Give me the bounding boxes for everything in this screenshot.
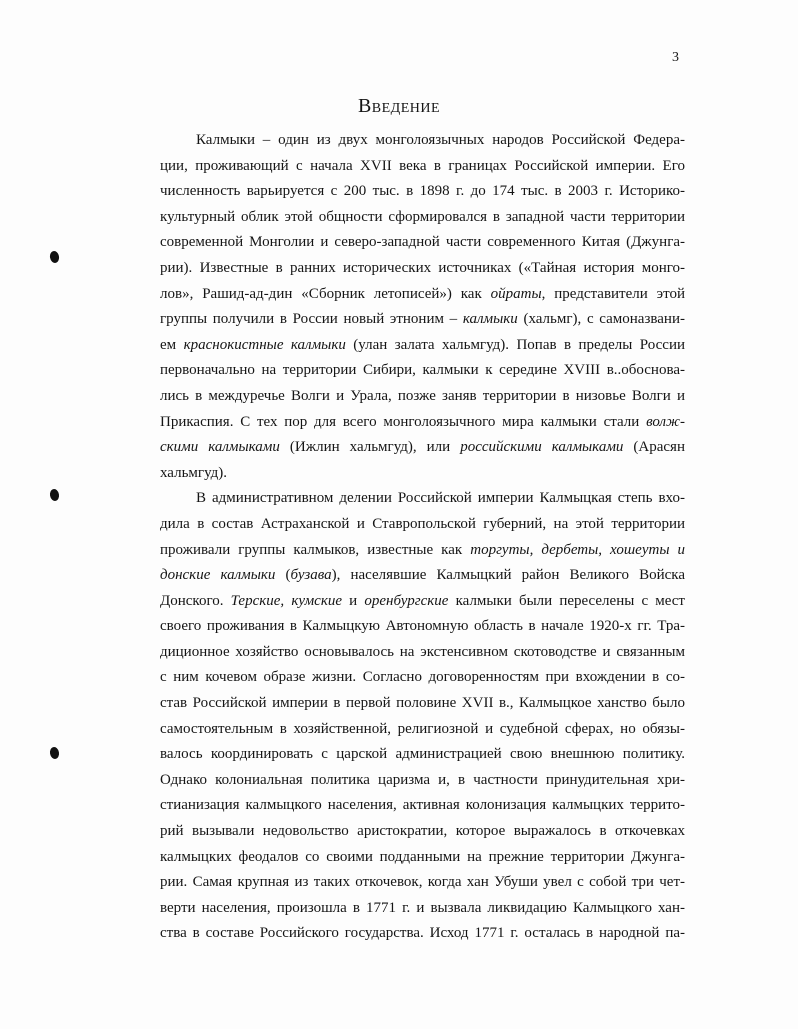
text-run: ( bbox=[275, 567, 291, 584]
text-run: численность варьируется с 200 тыс. в 1898 г. до 174 тыс. в 2003 г. Историко- bbox=[160, 183, 685, 200]
page-number: 3 bbox=[672, 50, 679, 65]
text-run: современной Монголии и северо-западной части современного Китая (Джунга- bbox=[160, 234, 685, 251]
text-line bbox=[160, 538, 685, 564]
text-line bbox=[160, 282, 685, 308]
text-run: ем bbox=[160, 336, 184, 353]
text-line bbox=[160, 230, 685, 256]
text-run: стианизация калмыцкого населения, активная колонизация калмыцких террито- bbox=[160, 797, 685, 814]
page-title: Введение bbox=[357, 95, 441, 117]
text-run: рии. Самая крупная из таких откочевок, когда хан Убуши увел с собой три чет- bbox=[160, 874, 685, 891]
text-line bbox=[160, 819, 685, 845]
italic-term: российскими калмыками bbox=[460, 439, 624, 456]
punch-hole-mark bbox=[49, 746, 60, 759]
text-run: Донского. bbox=[160, 592, 231, 609]
text-run: ), населявшие Калмыцкий район Великого Войска bbox=[331, 567, 685, 584]
text-run: В административном делении Российской империи Калмыцкая степь вхо- bbox=[196, 490, 685, 507]
text-run: лись в междуречье Волги и Урала, позже заняв территории в низовье Волги и bbox=[160, 387, 685, 404]
text-run: валось координировать с царской администрацией свою внешнюю политику. bbox=[160, 746, 685, 763]
text-line bbox=[160, 128, 685, 154]
paragraph bbox=[160, 486, 685, 947]
italic-term: скими калмыками bbox=[160, 439, 280, 456]
text-run: (Арасян bbox=[623, 439, 685, 456]
text-line bbox=[160, 742, 685, 768]
text-run: рий вызывали недовольство аристократии, которое выражалось в откочевках bbox=[160, 823, 685, 840]
text-line bbox=[160, 691, 685, 717]
text-run: (Ижлин хальмгуд), или bbox=[279, 439, 461, 456]
italic-term: Терские, кумские bbox=[230, 592, 343, 609]
italic-term: оренбургские bbox=[364, 592, 449, 609]
text-line bbox=[160, 461, 685, 487]
text-run: первоначально на территории Сибири, калмыки к середине XVIII в..обоснова- bbox=[160, 362, 685, 379]
text-line bbox=[160, 486, 685, 512]
italic-term: бузава bbox=[290, 567, 332, 584]
text-run: лов», Рашид-ад-дин «Сборник летописей») как bbox=[160, 285, 491, 302]
text-run: калмыки были переселены с мест bbox=[448, 592, 685, 609]
text-run: ства в составе Российского государства. Исход 1771 г. осталась в народной па- bbox=[160, 925, 685, 942]
text-line bbox=[160, 845, 685, 871]
text-line bbox=[160, 205, 685, 231]
text-run: Прикаспия. С тех пор для всего монголоязычного мира калмыки стали bbox=[160, 413, 647, 430]
text-run: проживали группы калмыков, известные как bbox=[160, 541, 471, 558]
text-line bbox=[160, 563, 685, 589]
text-line bbox=[160, 717, 685, 743]
text-line bbox=[160, 921, 685, 947]
text-line bbox=[160, 640, 685, 666]
text-run: став Российской империи в первой половине XVII в., Калмыцкое ханство было bbox=[160, 695, 685, 712]
italic-term: торгуты, дербеты, хошеуты и bbox=[470, 541, 686, 558]
text-line bbox=[160, 870, 685, 896]
paragraph bbox=[160, 128, 685, 486]
text-run: группы получили в России новый этноним – bbox=[160, 311, 463, 328]
text-line bbox=[160, 358, 685, 384]
text-run: самостоятельным в хозяйственной, религиозной и судебной сферах, но обязы- bbox=[160, 720, 685, 737]
italic-term: калмыки bbox=[462, 311, 518, 328]
text-run: верти населения, произошла в 1771 г. и вызвала ликвидацию Калмыцкого хан- bbox=[160, 899, 685, 916]
italic-term: краснокистные калмыки bbox=[183, 336, 346, 353]
text-line bbox=[160, 410, 685, 436]
text-line bbox=[160, 307, 685, 333]
text-run: диционное хозяйство основывалось на экстенсивном скотоводстве и связанным bbox=[160, 643, 685, 660]
text-line bbox=[160, 179, 685, 205]
italic-term: ойраты bbox=[490, 285, 542, 302]
text-run: калмыцких феодалов со своими подданными на прежние территории Джунга- bbox=[160, 848, 685, 865]
text-line bbox=[160, 896, 685, 922]
text-run: рии). Известные в ранних исторических источниках («Тайная история монго- bbox=[160, 259, 685, 276]
text-line bbox=[160, 435, 685, 461]
italic-term: донские калмыки bbox=[160, 567, 276, 584]
text-line bbox=[160, 512, 685, 538]
text-run: Калмыки – один из двух монголоязычных народов Российской Федера- bbox=[196, 132, 685, 148]
text-line bbox=[160, 665, 685, 691]
text-run: с ним кочевом образе жизни. Согласно договоренностям при вхождении в со- bbox=[160, 669, 685, 686]
text-run: (улан залата хальмгуд). Попав в пределы России bbox=[345, 336, 685, 353]
text-line bbox=[160, 333, 685, 359]
text-line bbox=[160, 256, 685, 282]
text-run: ции, проживающий с начала XVII века в границах Российской империи. Его bbox=[160, 157, 685, 174]
italic-term: волж- bbox=[646, 413, 685, 430]
text-run: (хальмг), с самоназвани- bbox=[517, 311, 685, 328]
text-line bbox=[160, 793, 685, 819]
text-run: , представители этой bbox=[541, 285, 685, 302]
punch-hole-mark bbox=[49, 250, 60, 263]
text-line bbox=[160, 589, 685, 615]
text-run: дила в состав Астраханской и Ставропольской губерний, на этой территории bbox=[160, 515, 685, 532]
punch-hole-mark bbox=[49, 488, 60, 501]
text-run: Однако колониальная политика царизма и, в частности принудительная хри- bbox=[160, 771, 685, 788]
text-run: своего проживания в Калмыцкую Автономную область в начале 1920-х гг. Тра- bbox=[160, 618, 685, 635]
body-text bbox=[160, 128, 685, 947]
text-run: хальмгуд). bbox=[160, 464, 227, 481]
text-line bbox=[160, 614, 685, 640]
text-line bbox=[160, 768, 685, 794]
text-line bbox=[160, 384, 685, 410]
text-line bbox=[160, 154, 685, 180]
text-run: и bbox=[342, 592, 365, 609]
text-run: культурный облик этой общности сформировался в западной части территории bbox=[160, 208, 685, 225]
